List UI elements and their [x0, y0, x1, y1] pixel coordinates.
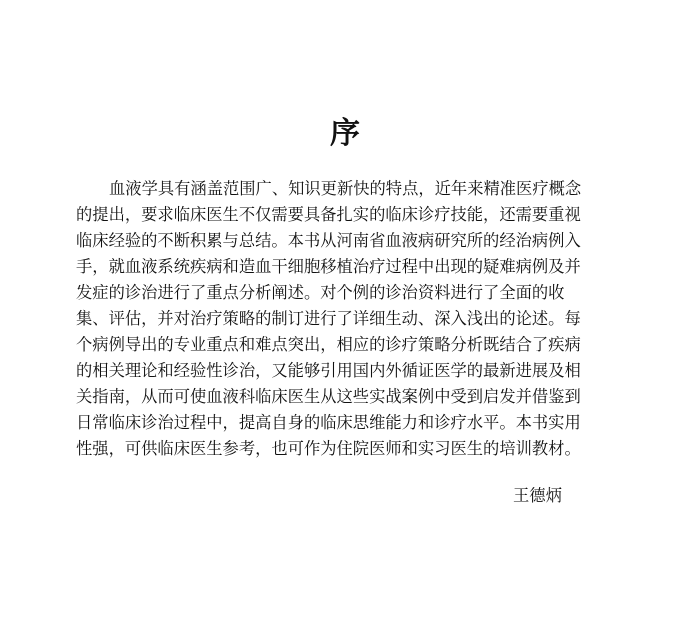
paragraph-line: 的提出，要求临床医生不仅需要具备扎实的临床诊疗技能，还需要重视	[76, 205, 581, 224]
paragraph-line: 的相关理论和经验性诊治，又能够引用国内外循证医学的最新进展及相	[76, 361, 581, 380]
paragraph-line: 日常临床诊治过程中，提高自身的临床思维能力和诊疗水平。本书实用	[76, 413, 581, 432]
paragraph-line: 发症的诊治进行了重点分析阐述。对个例的诊治资料进行了全面的收	[76, 283, 565, 302]
preface-paragraph	[76, 176, 610, 462]
author-signature: 王德炳	[513, 486, 562, 505]
paragraph-line: 关指南，从而可使血液科临床医生从这些实战案例中受到启发并借鉴到	[76, 387, 581, 406]
paragraph-line: 集、评估，并对治疗策略的制订进行了详细生动、深入浅出的论述。每	[76, 309, 581, 328]
paragraph-line: 临床经验的不断积累与总结。本书从河南省血液病研究所的经治病例入	[76, 231, 581, 250]
paragraph-line: 性强，可供临床医生参考，也可作为住院医师和实习医生的培训教材。	[76, 439, 581, 458]
paragraph-line: 血液学具有涵盖范围广、知识更新快的特点，近年来精准医疗概念	[109, 179, 582, 198]
paragraph-line: 个病例导出的专业重点和难点突出，相应的诊疗策略分析既结合了疾病	[76, 335, 581, 354]
paragraph-line: 手，就血液系统疾病和造血干细胞移植治疗过程中出现的疑难病例及并	[76, 257, 581, 276]
page-title: 序	[330, 116, 360, 151]
